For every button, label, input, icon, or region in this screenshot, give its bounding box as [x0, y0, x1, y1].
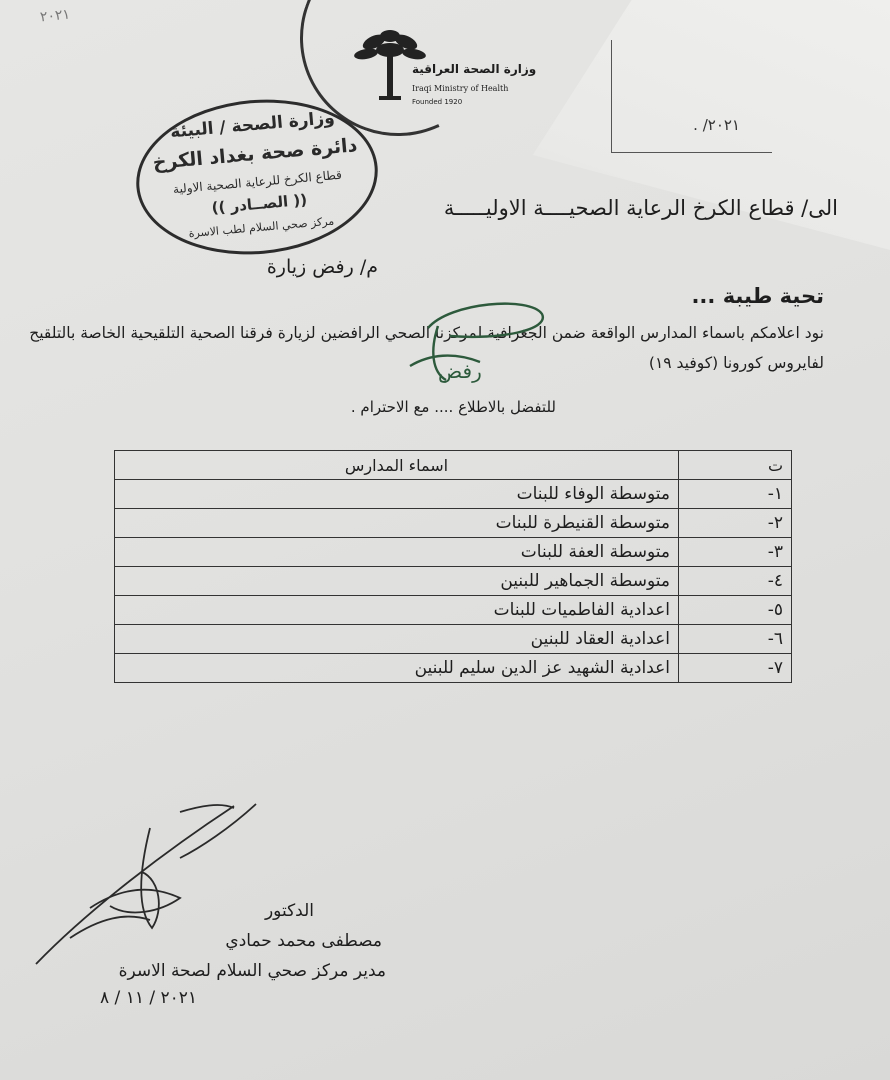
stamp-line: (( الصــادر )): [210, 190, 308, 218]
schools-table: [114, 450, 792, 683]
table-row: [115, 480, 792, 509]
table-row: [115, 625, 792, 654]
school-name: متوسطة الوفاء للبنات: [115, 480, 679, 509]
row-number: ١-: [679, 480, 792, 509]
letter-subject: م/ رفض زيارة: [266, 256, 378, 278]
ministry-founded: Founded 1920: [412, 98, 463, 106]
signature-block: [119, 896, 386, 986]
ministry-name-english: Iraqi Ministry of Health: [412, 84, 509, 93]
letter-date: ٢٠٢١ / ١١ / ٨: [100, 988, 198, 1008]
row-number: ٥-: [679, 596, 792, 625]
stamp-line: مركز صحي السلام لطب الاسرة: [188, 214, 335, 241]
signatory-title: الدكتور: [264, 901, 314, 921]
stamp-line: وزارة الصحة / البيئة: [169, 108, 336, 143]
table-row: [115, 509, 792, 538]
row-number: ٧-: [679, 654, 792, 683]
row-number: ٣-: [679, 538, 792, 567]
handwritten-note: رفض: [438, 359, 482, 383]
table-row: [115, 654, 792, 683]
row-number: ٤-: [679, 567, 792, 596]
row-number: ٢-: [679, 509, 792, 538]
letter-closing: للتفضل بالاطلاع .... مع الاحترام .: [350, 398, 556, 416]
table-row: [115, 538, 792, 567]
school-name: اعدادية الفاطميات للبنات: [115, 596, 679, 625]
school-name: متوسطة القنيطرة للبنات: [115, 509, 679, 538]
column-header-school-name: اسماء المدارس: [115, 451, 679, 480]
school-name: اعدادية الشهيد عز الدين سليم للبنين: [115, 654, 679, 683]
table-row: [115, 567, 792, 596]
column-header-number: ت: [679, 451, 792, 480]
row-number: ٦-: [679, 625, 792, 654]
table-row: [115, 596, 792, 625]
stamp-line: قطاع الكرخ للرعاية الصحية الاولية: [172, 167, 343, 197]
letter-greeting: تحية طيبة ...: [691, 284, 824, 308]
letter-body: نود اعلامكم باسماء المدارس الواقعة ضمن الجغرافية لمركزنا الصحي الرافضين لزيارة فرقنا الصحية التلقيحية الخاصة بالتلقيح لفايروس كورونا (كوفيد ١٩): [29, 324, 824, 372]
table-header-row: [115, 451, 792, 480]
school-name: متوسطة العفة للبنات: [115, 538, 679, 567]
letter-addressee: الى/ قطاع الكرخ الرعاية الصحيــــة الاوليـــــة: [443, 196, 838, 220]
handwritten-annotation: [380, 296, 580, 396]
signatory-position: مدير مركز صحي السلام لصحة الاسرة: [118, 961, 386, 981]
stamp-line: دائرة صحة بغداد الكرخ: [151, 134, 359, 174]
school-name: اعدادية العقاد للبنين: [115, 625, 679, 654]
corner-note: ٢٠٢١: [39, 6, 71, 26]
school-name: متوسطة الجماهير للبنين: [115, 567, 679, 596]
reference-date: ٢٠٢١/ .: [693, 116, 740, 134]
ministry-name-arabic: وزارة الصحة العراقية: [412, 62, 537, 76]
signatory-name: مصطفى محمد حمادي: [225, 931, 382, 951]
reference-box: [611, 40, 772, 153]
